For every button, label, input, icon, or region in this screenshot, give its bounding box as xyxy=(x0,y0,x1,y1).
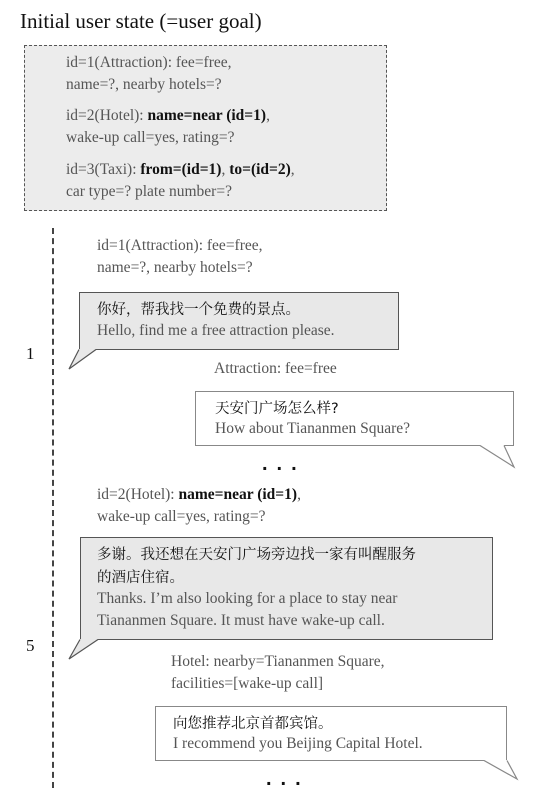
turn5-system-utterance-en: I recommend you Beijing Capital Hotel. xyxy=(173,735,423,752)
turn5-user-utterance-zh-1: 多谢。我还想在天安门广场旁边找一家有叫醒服务 xyxy=(97,547,416,563)
turn5-user-bubble-tail xyxy=(66,639,106,661)
ellipsis-after-turn1: ... xyxy=(262,453,306,475)
turn5-user-utterance-en-1: Thanks. I’m also looking for a place to stay near xyxy=(97,590,398,607)
turn5-user-utterance-zh-2: 的酒店住宿。 xyxy=(97,570,184,586)
turn1-user-state-line-1: id=1(Attraction): fee=free, xyxy=(97,237,263,254)
turn1-user-bubble-tail xyxy=(66,349,106,371)
goal-hotel-comma: , xyxy=(266,107,270,124)
turn1-number: 1 xyxy=(26,344,35,363)
turn5-system-state-line-2: facilities=[wake-up call] xyxy=(171,675,324,692)
turn5-user-state-hotel-id: id=2(Hotel): xyxy=(97,486,179,503)
turn5-user-utterance-en-2: Tiananmen Square. It must have wake-up call. xyxy=(97,612,385,629)
turn5-user-bubble xyxy=(80,537,493,640)
turn5-user-state-comma: , xyxy=(297,486,301,503)
goal-attraction-line-2: name=?, nearby hotels=? xyxy=(66,76,222,93)
turn5-number: 5 xyxy=(26,636,35,655)
turn5-user-state-name-constraint: name=near (id=1) xyxy=(178,486,298,503)
goal-hotel-line-2: wake-up call=yes, rating=? xyxy=(66,129,235,146)
turn1-system-utterance-zh: 天安门广场怎么样? xyxy=(215,401,339,417)
turn1-user-utterance-en: Hello, find me a free attraction please. xyxy=(97,322,335,339)
diagram-title: Initial user state (=user goal) xyxy=(20,9,262,33)
timeline-dashed-line xyxy=(52,228,54,788)
turn5-user-state-line-1 xyxy=(97,485,301,505)
goal-taxi-id: id=3(Taxi): xyxy=(66,161,141,178)
turn5-system-bubble-tail xyxy=(484,760,524,782)
turn1-system-bubble xyxy=(195,391,514,446)
goal-hotel-id: id=2(Hotel): xyxy=(66,107,148,124)
turn1-user-state-line-2: name=?, nearby hotels=? xyxy=(97,259,253,276)
turn1-user-utterance-zh: 你好，帮我找一个免费的景点。 xyxy=(97,302,300,318)
turn1-system-state: Attraction: fee=free xyxy=(214,360,337,377)
goal-hotel-name-constraint: name=near (id=1) xyxy=(147,107,267,124)
ellipsis-after-turn5: ... xyxy=(266,768,310,790)
goal-attraction-line-1: id=1(Attraction): fee=free, xyxy=(66,54,232,71)
turn5-system-utterance-zh: 向您推荐北京首都宾馆。 xyxy=(173,716,333,732)
goal-taxi-line-1 xyxy=(66,160,295,180)
turn1-user-bubble xyxy=(79,292,399,350)
goal-taxi-sep: , xyxy=(221,161,230,178)
goal-hotel-line-1 xyxy=(66,106,270,126)
turn1-system-bubble-tail xyxy=(480,445,520,469)
turn1-system-utterance-en: How about Tiananmen Square? xyxy=(215,420,411,437)
goal-taxi-comma: , xyxy=(290,161,295,178)
goal-taxi-from: from=(id=1) xyxy=(140,161,222,178)
turn5-system-bubble xyxy=(155,706,507,761)
goal-taxi-to: to=(id=2) xyxy=(229,161,291,178)
goal-taxi-line-2: car type=? plate number=? xyxy=(66,183,232,200)
turn5-user-state-line-2: wake-up call=yes, rating=? xyxy=(97,508,266,525)
turn5-system-state-line-1: Hotel: nearby=Tiananmen Square, xyxy=(171,653,385,670)
